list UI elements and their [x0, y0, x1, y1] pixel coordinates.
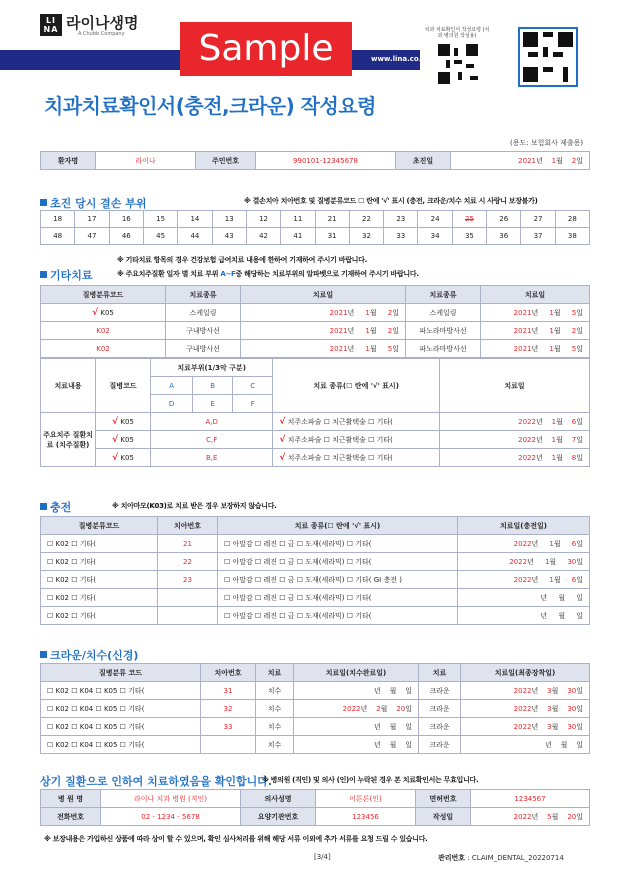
tooth-cell[interactable]: 43 [212, 228, 246, 245]
disease-code-cell[interactable]: K02 [41, 322, 166, 340]
disease-code-cell[interactable]: K02 [41, 340, 166, 358]
treatment-crown: 크라운 [419, 682, 461, 700]
rrn-label: 주민번호 [196, 152, 256, 170]
tooth-number[interactable]: 22 [158, 553, 218, 571]
confirmation-title: 상기 질환으로 인하여 치료하였음을 확인합니다. [40, 775, 273, 788]
area-c: C [233, 377, 273, 395]
filling-date[interactable]: 2022년 1월 6일 [458, 571, 590, 589]
treatment-crown: 크라운 [419, 700, 461, 718]
area-d: D [151, 395, 193, 413]
crown-date[interactable]: 년 월 일 [461, 736, 590, 754]
section-crown-title: 크라운/치수(신경) [40, 647, 138, 663]
tooth-cell[interactable]: 17 [75, 211, 109, 228]
tooth-cell[interactable]: 12 [246, 211, 280, 228]
treatment-pulp: 치수 [256, 736, 294, 754]
treatment-kind[interactable]: √ 치주소파술 ☐ 치근활택술 ☐ 기타( [273, 413, 440, 431]
tooth-cell[interactable]: 26 [487, 211, 521, 228]
section-filling-title: 충전 [40, 499, 71, 515]
treatment-date[interactable]: 2022년 1월 7일 [440, 431, 590, 449]
page-title: 치과치료확인서(충전,크라운) 작성요령 [44, 94, 376, 118]
qr-code-large-icon[interactable] [523, 32, 573, 82]
disease-code-cell[interactable]: ☐ K02 ☐ 기타( [41, 589, 158, 607]
tooth-cell[interactable]: 37 [521, 228, 555, 245]
patient-table [40, 151, 590, 170]
filling-table [40, 516, 590, 625]
col-pulp-date: 치료일(치수완료일) [294, 664, 419, 682]
website-url[interactable]: www.lina.co.kr [371, 55, 430, 63]
disease-code-cell[interactable]: ☐ K02 ☐ 기타( [41, 571, 158, 589]
filling-kind[interactable]: ☐ 아말감 ☐ 레진 ☐ 금 ☐ 도재(세라믹) ☐ 기타( GI 충전 ) [218, 571, 458, 589]
sample-stamp: Sample [180, 22, 352, 76]
table-row [41, 322, 590, 340]
crown-table [40, 663, 590, 754]
table-row [41, 700, 590, 718]
treatment-area[interactable]: C,F [151, 431, 273, 449]
phone-label: 전화번호 [41, 808, 101, 826]
filling-kind[interactable]: ☐ 아말감 ☐ 레진 ☐ 금 ☐ 도재(세라믹) ☐ 기타( [218, 535, 458, 553]
col-disease-code: 질병분류코드 [41, 286, 166, 304]
table-row [41, 431, 590, 449]
section-missing-teeth-title: 초진 당시 결손 부위 [40, 195, 147, 211]
treatment-area[interactable]: A,D [151, 413, 273, 431]
treatment-date-label: 치료일 [440, 359, 590, 413]
license-label: 면허번호 [416, 790, 471, 808]
tooth-cell[interactable]: 27 [521, 211, 555, 228]
tooth-cell[interactable]: 42 [246, 228, 280, 245]
tooth-number[interactable] [201, 736, 256, 754]
tooth-cell[interactable]: 46 [109, 228, 143, 245]
doctor-name[interactable]: 이튼튼(인) [316, 790, 416, 808]
page-number: [3/4] [314, 853, 331, 861]
lina-logo-mark: LI NA [40, 14, 62, 36]
col-tooth-number: 치아번호 [158, 517, 218, 535]
treatment-date-2[interactable]: 2021년 1월 5일 [481, 304, 590, 322]
upper-teeth-row [41, 211, 590, 228]
treatment-kind[interactable]: √ 치주소파술 ☐ 치근활택술 ☐ 기타( [273, 449, 440, 467]
footer-note: ※ 보장내용은 가입하신 상품에 따라 상이 할 수 있으며, 확인 심사처리를 위해 해당 서류 이외에 추가 서류를 요청 드릴 수 있습니다. [44, 835, 428, 843]
treatment-date[interactable]: 2021년 1월 5일 [241, 340, 406, 358]
institution-number[interactable]: 123456 [316, 808, 416, 826]
tooth-cell[interactable]: 38 [555, 228, 589, 245]
pulp-date[interactable]: 년 월 일 [294, 718, 419, 736]
tooth-cell[interactable]: 22 [349, 211, 383, 228]
treatment-date[interactable]: 2021년 1월 2일 [241, 304, 406, 322]
license-number[interactable]: 1234567 [471, 790, 590, 808]
tooth-cell[interactable]: 48 [41, 228, 75, 245]
col-treatment-date: 치료일 [241, 286, 406, 304]
table-row [41, 589, 590, 607]
patient-name[interactable]: 라이나 [96, 152, 196, 170]
company-name: 라이나생명 [66, 14, 139, 32]
col-filling-date: 치료일(충전일) [458, 517, 590, 535]
disease-code-cell[interactable]: ☐ K02 ☐ 기타( [41, 607, 158, 625]
filling-date[interactable]: 년 월 일 [458, 589, 590, 607]
tooth-cell[interactable]: 14 [178, 211, 212, 228]
disease-code-cell[interactable]: √ K05 [96, 413, 151, 431]
tooth-number[interactable]: 23 [158, 571, 218, 589]
pulp-date[interactable]: 년 월 일 [294, 682, 419, 700]
tooth-cell[interactable]: 16 [109, 211, 143, 228]
table-row [41, 304, 590, 322]
tooth-cell[interactable]: 25 [452, 211, 486, 228]
tooth-cell[interactable]: 35 [452, 228, 486, 245]
tooth-number[interactable]: 31 [201, 682, 256, 700]
qr-code-small-icon[interactable] [438, 44, 478, 84]
col-filling-kind: 치료 종류(☐ 란에 '√' 표시) [218, 517, 458, 535]
tooth-number[interactable]: 21 [158, 535, 218, 553]
treatment-content-label: 치료내용 [41, 359, 96, 413]
tooth-cell[interactable]: 24 [418, 211, 452, 228]
tooth-cell[interactable]: 11 [281, 211, 315, 228]
tooth-cell[interactable]: 32 [349, 228, 383, 245]
tooth-cell[interactable]: 21 [315, 211, 349, 228]
treatment-type: 스케일링 [166, 304, 241, 322]
company-subtitle: A Chubb Company [78, 31, 125, 37]
col-treatment: 치료 [256, 664, 294, 682]
disease-code-cell[interactable]: ☐ K02 ☐ K04 ☐ K05 ☐ 기타( [41, 682, 201, 700]
table-row [41, 553, 590, 571]
tooth-cell[interactable]: 23 [384, 211, 418, 228]
crown-date[interactable]: 2022년 3월 30일 [461, 718, 590, 736]
hospital-name[interactable]: 라이나 치과 병원 (직인) [101, 790, 241, 808]
filling-kind[interactable]: ☐ 아말감 ☐ 레진 ☐ 금 ☐ 도재(세라믹) ☐ 기타( [218, 589, 458, 607]
disease-code-cell[interactable]: ☐ K02 ☐ K04 ☐ K05 ☐ 기타( [41, 700, 201, 718]
table-row [41, 571, 590, 589]
treatment-type: 구내방사선 [166, 340, 241, 358]
tooth-cell[interactable]: 13 [212, 211, 246, 228]
disease-code-cell[interactable]: √ K05 [96, 431, 151, 449]
periodontal-label: 주요치주 질환치료 (치주질환) [41, 413, 96, 467]
filling-date[interactable]: 년 월 일 [458, 607, 590, 625]
management-number: 관리번호 : CLAIM_DENTAL_20220714 [438, 854, 564, 862]
treatment-area-label: 치료부위(1/3악 구분) [151, 359, 273, 377]
institution-label: 요양기관번호 [241, 808, 316, 826]
treatment-area[interactable]: B,E [151, 449, 273, 467]
confirmation-note: ※ 병의원 (직인) 및 의사 (인)이 누락된 경우 본 치료확인서는 무효입니다. [262, 776, 479, 784]
disease-code-cell[interactable]: ☐ K02 ☐ K04 ☐ K05 ☐ 기타( [41, 736, 201, 754]
col-treatment-date-2: 치료일 [481, 286, 590, 304]
tooth-cell[interactable]: 44 [178, 228, 212, 245]
disease-code-cell[interactable]: ☐ K02 ☐ 기타( [41, 553, 158, 571]
disease-code-label: 질병코드 [96, 359, 151, 413]
table-row [41, 340, 590, 358]
tooth-cell[interactable]: 18 [41, 211, 75, 228]
pulp-date[interactable]: 2022년 2월 20일 [294, 700, 419, 718]
col-treatment-type: 치료종류 [166, 286, 241, 304]
treatment-crown: 크라운 [419, 718, 461, 736]
hospital-name-label: 병 원 명 [41, 790, 101, 808]
tooth-cell[interactable]: 36 [487, 228, 521, 245]
table-row [41, 718, 590, 736]
filling-date[interactable]: 2022년 1월 30일 [458, 553, 590, 571]
treatment-type: 구내방사선 [166, 322, 241, 340]
treatment-type-2: 파노라마방사선 [406, 322, 481, 340]
tooth-number[interactable]: 32 [201, 700, 256, 718]
written-date-label: 작성일 [416, 808, 471, 826]
treatment-kind[interactable]: √ 치주소파술 ☐ 치근활택술 ☐ 기타( [273, 431, 440, 449]
table-row [41, 535, 590, 553]
disease-code-cell[interactable]: ☐ K02 ☐ K04 ☐ K05 ☐ 기타( [41, 718, 201, 736]
tooth-number[interactable] [158, 589, 218, 607]
usage-note: (용도: 보험회사 제출용) [510, 139, 584, 147]
treatment-date-2[interactable]: 2021년 1월 2일 [481, 322, 590, 340]
table-row [41, 413, 590, 431]
crown-date[interactable]: 2022년 3월 30일 [461, 682, 590, 700]
treatment-crown: 크라운 [419, 736, 461, 754]
first-visit-label: 초진일 [396, 152, 451, 170]
tooth-cell[interactable]: 45 [143, 228, 177, 245]
tooth-cell[interactable]: 28 [555, 211, 589, 228]
area-b: B [193, 377, 233, 395]
section-other-treatment-title: 기타치료 [40, 267, 93, 283]
area-e: E [193, 395, 233, 413]
disease-code-cell[interactable]: √ K05 [41, 304, 166, 322]
table-row [41, 736, 590, 754]
col-treatment-2: 치료 [419, 664, 461, 682]
table-row [41, 682, 590, 700]
filling-kind[interactable]: ☐ 아말감 ☐ 레진 ☐ 금 ☐ 도재(세라믹) ☐ 기타( [218, 553, 458, 571]
periodontal-table [40, 358, 590, 467]
phone-number[interactable]: 02 - 1234 - 5678 [101, 808, 241, 826]
col-treatment-type-2: 치료종류 [406, 286, 481, 304]
treatment-pulp: 치수 [256, 682, 294, 700]
first-visit-date[interactable]: 2021년 1월 2일 [451, 152, 590, 170]
treatment-date[interactable]: 2022년 1월 8일 [440, 449, 590, 467]
col-disease-code: 질병분류 코드 [41, 664, 201, 682]
other-treatment-note-2: ※ 주요치주질환 일자 별 치료 부위 A~F중 해당하는 치료부위의 알파벳으로 기재하여 주시기 바랍니다. [117, 270, 419, 278]
tooth-cell[interactable]: 31 [315, 228, 349, 245]
pulp-date[interactable]: 년 월 일 [294, 736, 419, 754]
table-row [41, 607, 590, 625]
written-date[interactable]: 2022년 5월 20일 [471, 808, 590, 826]
filling-date[interactable]: 2022년 1월 6일 [458, 535, 590, 553]
treatment-date[interactable]: 2022년 1월 6일 [440, 413, 590, 431]
hospital-table [40, 789, 590, 826]
tooth-cell[interactable]: 15 [143, 211, 177, 228]
treatment-type-2: 스케일링 [406, 304, 481, 322]
col-disease-code: 질병분류코드 [41, 517, 158, 535]
tooth-number[interactable]: 33 [201, 718, 256, 736]
qr-caption: 치과 치료확인서 작성요령 (치과 병의원 작성용) [424, 27, 490, 39]
table-row [41, 449, 590, 467]
disease-code-cell[interactable]: √ K05 [96, 449, 151, 467]
disease-code-cell[interactable]: ☐ K02 ☐ 기타( [41, 535, 158, 553]
tooth-cell[interactable]: 41 [281, 228, 315, 245]
tooth-number[interactable] [158, 607, 218, 625]
doctor-name-label: 의사성명 [241, 790, 316, 808]
filling-kind[interactable]: ☐ 아말감 ☐ 레진 ☐ 금 ☐ 도재(세라믹) ☐ 기타( [218, 607, 458, 625]
rrn-value[interactable]: 990101-12345678 [256, 152, 396, 170]
other-treatment-table [40, 285, 590, 358]
col-crown-date: 치료일(최종장착일) [461, 664, 590, 682]
treatment-date[interactable]: 2021년 1월 2일 [241, 322, 406, 340]
tooth-cell[interactable]: 47 [75, 228, 109, 245]
treatment-pulp: 치수 [256, 718, 294, 736]
teeth-chart [40, 210, 590, 245]
tooth-cell[interactable]: 34 [418, 228, 452, 245]
treatment-type-2: 파노라마방사선 [406, 340, 481, 358]
other-treatment-note-1: ※ 기타치료 항목의 경우 건강보험 급여치료 내용에 한하여 기재하여 주시기 바랍니다. [117, 256, 367, 264]
patient-name-label: 환자명 [41, 152, 96, 170]
treatment-date-2[interactable]: 2021년 1월 5일 [481, 340, 590, 358]
area-a: A [151, 377, 193, 395]
area-f: F [233, 395, 273, 413]
tooth-cell[interactable]: 33 [384, 228, 418, 245]
col-tooth-number: 치아번호 [201, 664, 256, 682]
crown-date[interactable]: 2022년 3월 30일 [461, 700, 590, 718]
filling-note: ※ 치아마모(K03)로 치료 받은 경우 보장하지 않습니다. [112, 502, 277, 510]
treatment-pulp: 치수 [256, 700, 294, 718]
missing-teeth-note: ※ 결손치아 치아번호 및 질병분류코드 ☐ 란에 '√' 표시 (충전, 크라운/치수 치료 시 사랑니 보장불가) [244, 197, 538, 205]
lower-teeth-row [41, 228, 590, 245]
treatment-kind-label: 치료 종류(☐ 란에 '√' 표시) [273, 359, 440, 413]
